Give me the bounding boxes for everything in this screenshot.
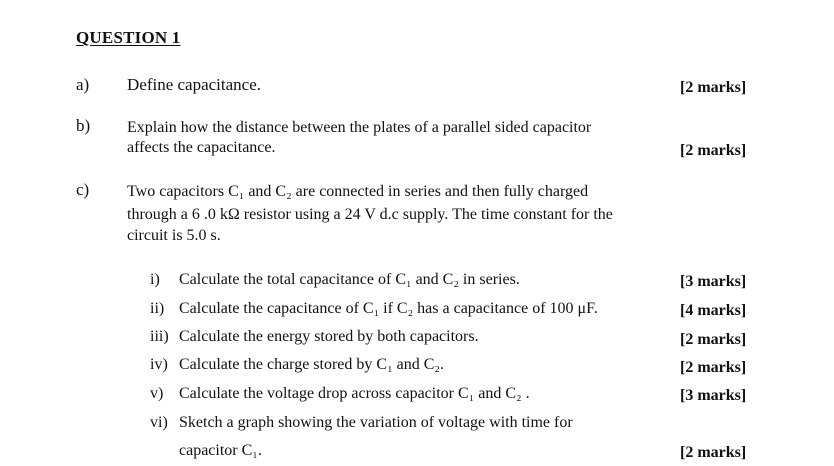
part-b-label: b) bbox=[76, 116, 91, 135]
subpart-i-marks: [3 marks] bbox=[680, 273, 747, 290]
subpart-iii-text: Calculate the energy stored by both capacitors. bbox=[179, 328, 479, 345]
part-a-label: a) bbox=[76, 75, 90, 94]
subpart-ii-label: ii) bbox=[150, 300, 165, 317]
subpart-i-label: i) bbox=[150, 271, 160, 288]
subpart-v-marks: [3 marks] bbox=[680, 387, 747, 404]
part-a-marks: [2 marks] bbox=[680, 79, 747, 96]
part-c-line-1: Two capacitors C₁ and C₂ are connected in series and then fully charged bbox=[127, 183, 589, 200]
subpart-iv-marks: [2 marks] bbox=[680, 359, 747, 376]
subpart-iv-label: iv) bbox=[150, 356, 168, 373]
part-b-line-1: Explain how the distance between the plates of a parallel sided capacitor bbox=[127, 119, 592, 136]
subpart-iii-label: iii) bbox=[150, 328, 169, 345]
subpart-v-label: v) bbox=[150, 385, 164, 402]
part-c-line-3: circuit is 5.0 s. bbox=[127, 227, 221, 244]
subpart-iv-text: Calculate the charge stored by C₁ and C₂. bbox=[179, 356, 445, 373]
part-c-label: c) bbox=[76, 180, 90, 199]
part-b-line-2: affects the capacitance. bbox=[127, 139, 276, 156]
subpart-i-text: Calculate the total capacitance of C₁ and C₂ in series. bbox=[179, 271, 520, 288]
subpart-vi-marks: [2 marks] bbox=[680, 444, 747, 461]
subpart-vi-text: Sketch a graph showing the variation of voltage with time for bbox=[179, 414, 573, 431]
part-c-line-2: through a 6 .0 kΩ resistor using a 24 V d.c supply. The time constant for the bbox=[127, 206, 613, 223]
subpart-v-text: Calculate the voltage drop across capacitor C₁ and C₂ . bbox=[179, 385, 530, 402]
part-b-marks: [2 marks] bbox=[680, 142, 747, 159]
part-a-text: Define capacitance. bbox=[127, 75, 262, 94]
subpart-vi-text-2: capacitor C₁. bbox=[179, 442, 262, 459]
subpart-iii-marks: [2 marks] bbox=[680, 331, 747, 348]
subpart-ii-text: Calculate the capacitance of C₁ if C₂ has a capacitance of 100 μF. bbox=[179, 300, 598, 317]
subpart-ii-marks: [4 marks] bbox=[680, 302, 747, 319]
subpart-vi-label: vi) bbox=[150, 414, 168, 431]
question-title: QUESTION 1 bbox=[76, 28, 181, 47]
